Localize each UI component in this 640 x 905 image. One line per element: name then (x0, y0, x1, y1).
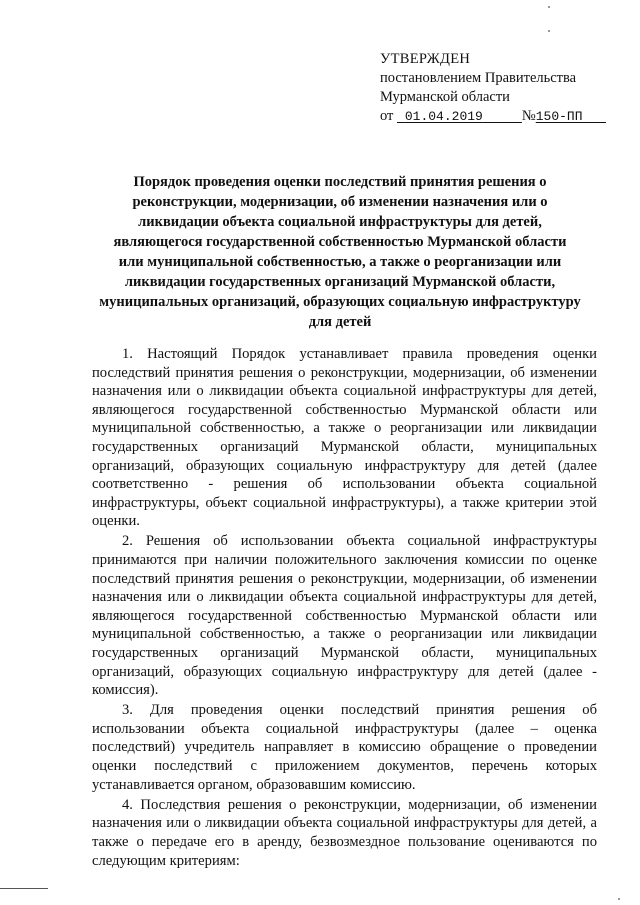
title-line: ликвидации государственных организаций Мурманской области, (124, 274, 556, 290)
title-line: реконструкции, модернизации, об изменении назначения или о (132, 194, 548, 210)
document-title (80, 172, 600, 332)
title-line: являющегося государственной собственностью Мурманской области (113, 234, 567, 250)
paragraph-1: 1. Настоящий Порядок устанавливает правила проведения оценки последствий принятия решения о реконструкции, модернизации, об изменении назначения или о ликвидации объекта социальной инфраструктуры для детей, являющегося государственной собственностью Мурманской области или муниципальной собственностью, а также о реорганизации или ликвидации государственных организаций Мурманской области, муниципальных организаций, образующих социальную инфраструктуру для детей (далее соответственно - решения об использовании объекта социальной инфраструктуры, объект социальной инфраструктуры), а также критерии этой оценки. (92, 346, 597, 530)
approval-stamp (380, 50, 606, 126)
scan-speck (548, 6, 550, 8)
page-edge-mark (0, 888, 48, 889)
title-line: ликвидации объекта социальной инфраструктуры для детей, (138, 214, 542, 230)
scan-speck (548, 30, 550, 32)
approval-date-line (380, 107, 606, 126)
approval-heading: УТВЕРЖДЕН (380, 51, 471, 67)
approval-line-1: постановлением Правительства (380, 70, 577, 86)
paragraph-3: 3. Для проведения оценки последствий принятия решения об использовании объекта социальной инфраструктуры (далее – оценка последствий) учредитель направляет в комиссию обращение о проведении оценки последствий с приложением документов, перечень которых устанавливается органом, образовавшим комиссию. (92, 702, 597, 793)
paragraph-2: 2. Решения об использовании объекта социальной инфраструктуры принимаются при наличии положительного заключения комиссии по оценке последствий принятия решения о реконструкции, модернизации, об изменении назначения или о ликвидации объекта социальной инфраструктуры для детей, являющегося государственной собственностью Мурманской области или муниципальной собственностью, а также о реорганизации или ликвидации государственных организаций Мурманской области, муниципальных организаций, образующих социальную инфраструктуру для детей (далее - комиссия). (92, 533, 597, 699)
approval-line-2: Мурманской области (380, 89, 510, 105)
document-body (92, 345, 597, 872)
scan-speck (618, 898, 620, 900)
title-line: муниципальных организаций, образующих социальную инфраструктуру (99, 294, 581, 310)
title-line: для детей (308, 314, 372, 330)
title-line: или муниципальной собственностью, а также о реорганизации или (118, 254, 562, 270)
approval-number-label: № (521, 108, 536, 124)
title-line: Порядок проведения оценки последствий принятия решения о (133, 174, 547, 190)
approval-from-label: от (380, 108, 394, 124)
approval-number: 150-ПП (535, 109, 583, 124)
paragraph-4: 4. Последствия решения о реконструкции, модернизации, об изменении назначения или о ликвидации объекта социальной инфраструктуры для детей, а также о передаче его в аренду, безвозмездное пользование оцениваются по следующим критериям: (92, 796, 597, 869)
approval-date: 01.04.2019 (404, 109, 483, 124)
